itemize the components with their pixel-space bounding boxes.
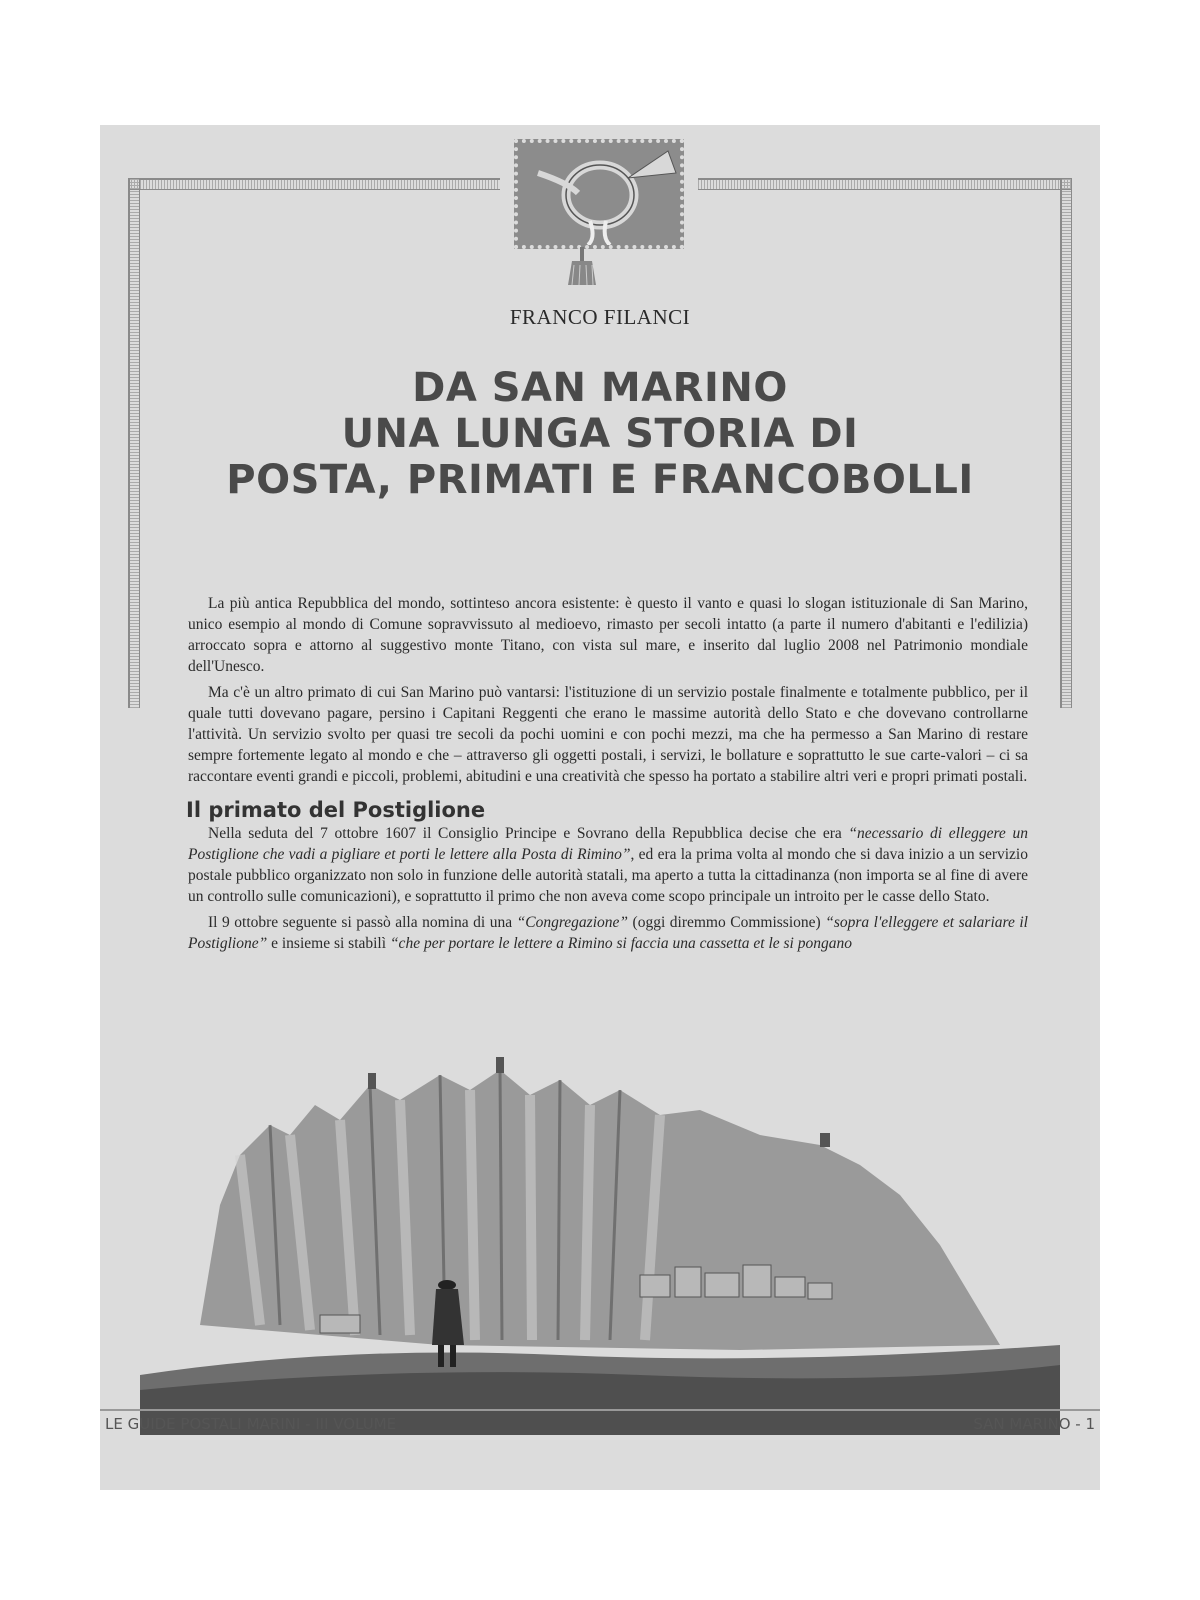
quote-cassetta: “che per portare le lettere a Rimino si faccia una cassetta et le si pongano — [389, 935, 852, 952]
title-line-2: UNA LUNGA STORIA DI — [341, 411, 859, 457]
article-title — [100, 365, 1100, 503]
article-body — [188, 593, 1028, 959]
post-horn-icon — [518, 143, 680, 245]
author-name: FRANCO FILANCI — [509, 305, 691, 329]
paragraph-4: Il 9 ottobre seguente si passò alla nomina di una “Congregazione” (oggi diremmo Commissione) “sopra l'elleggere et salariare il Postiglione” e insieme si stabilì “che per portare le lettere a Rimino si faccia una cassetta et le si pongano — [188, 914, 1028, 952]
page-sheet — [100, 125, 1100, 1490]
title-line-3: POSTA, PRIMATI E FRANCOBOLLI — [226, 457, 974, 503]
monte-titano-engraving — [140, 1045, 1060, 1435]
paragraph-3: Nella seduta del 7 ottobre 1607 il Consiglio Principe e Sovrano della Repubblica decise che era “necessario di elleggere un Postiglione che vadi a pigliare et porti le lettere alla Posta di Rimino”, ed era la prima volta al mondo che si dava inizio a un servizio postale pubblico organizzato non solo in funzione delle autorità statali, ma aperto a tutta la cittadinanza (non importa se al fine di avere un controllo sulle comunicazioni), e soprattutto il primo che non aveva come scopo principale un introito per le casse dello Stato. — [188, 825, 1028, 905]
title-line-1: DA SAN MARINO — [412, 365, 788, 411]
page-footer — [105, 1415, 1095, 1433]
postage-stamp — [514, 139, 684, 249]
quote-congregazione: “Congregazione” — [516, 914, 629, 931]
stamp-container — [500, 139, 698, 259]
quote-elleggere: “sopra l'elleggere et salariare il Postiglione” — [188, 914, 1028, 952]
footer-page-number: SAN MARINO - 1 — [973, 1415, 1095, 1433]
footer-rule — [100, 1409, 1100, 1411]
quote-postiglione: “necessario di elleggere un Postiglione che vadi a pigliare et porti le lettere alla Posta di Rimino” — [188, 825, 1028, 863]
section-heading: Il primato del Postiglione — [186, 798, 486, 822]
paragraph-2: Ma c'è un altro primato di cui San Marino può vantarsi: l'istituzione di un servizio postale finalmente e totalmente pubblico, per il quale tutti dovevano pagare, persino i Capitani Reggenti che erano le massime autorità dello Stato e che dovevano controllarne l'attività. Un servizio svolto per quasi tre secoli da pochi uomini e con pochi mezzi, ma che ha permesso a San Marino di restare sempre fortemente legato al mondo e che – attraverso gli oggetti postali, i servizi, le bollature e soprattutto le sue carte-valori – ci sa raccontare eventi grandi e piccoli, problemi, abitudini e una creatività che spesso ha portato a stabilire altri veri e propri primati postali. — [188, 684, 1028, 785]
footer-publication: LE GUIDE POSTALI MARINI - III VOLUME — [105, 1415, 397, 1433]
paragraph-1: La più antica Repubblica del mondo, sottinteso ancora esistente: è questo il vanto e quasi lo slogan istituzionale di San Marino, unico esempio al mondo di Comune sopravvissuto al medioevo, rimasto per secoli intatto (a parte il numero d'abitanti e l'edilizia) arroccato sopra e attorno al suggestivo monte Titano, con vista sul mare, e inserito dal luglio 2008 nel Patrimonio mondiale dell'Unesco. — [188, 595, 1028, 675]
tassel-icon — [562, 247, 602, 287]
